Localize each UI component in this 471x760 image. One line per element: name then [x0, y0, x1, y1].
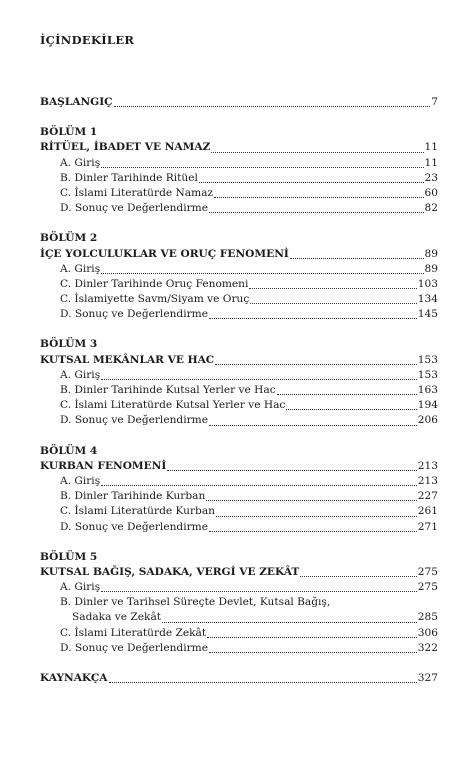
toc-entry-page: 89 [424, 262, 438, 275]
chapter-title-entry[interactable] [40, 353, 438, 368]
chapter-heading: BÖLÜM 2 [40, 232, 98, 245]
toc-entry-label: Sadaka ve Zekât [72, 611, 162, 624]
dot-leader [300, 576, 416, 577]
toc-entry-page: 261 [417, 505, 438, 518]
toc-entry-label: C. Dinler Tarihinde Oruç Fenomeni [60, 277, 249, 290]
chapter-title: KUTSAL MEKÂNLAR VE HAC [40, 353, 215, 366]
toc-entry-references[interactable] [40, 671, 438, 686]
dot-leader [101, 485, 417, 486]
chapter-title: İÇE YOLCULUKLAR VE ORUÇ FENOMENİ [40, 247, 289, 260]
dot-leader [101, 379, 417, 380]
dot-leader [109, 682, 417, 683]
dot-leader [167, 470, 416, 471]
chapter-2 [40, 231, 438, 322]
toc-entry[interactable] [40, 262, 438, 277]
toc-entry-label: B. Dinler Tarihinde Ritüel [60, 171, 198, 184]
toc-entry[interactable] [40, 383, 438, 398]
toc-entry[interactable] [40, 489, 438, 504]
toc-entry-page: 322 [417, 641, 438, 654]
toc-entry[interactable] [40, 368, 438, 383]
toc-entry[interactable] [40, 307, 438, 322]
toc-entry-page: 327 [417, 672, 438, 684]
dot-leader [101, 167, 423, 168]
chapter-heading: BÖLÜM 3 [40, 338, 98, 351]
toc-entry[interactable] [40, 580, 438, 595]
toc-entry-page: 271 [417, 520, 438, 533]
toc-entry-page: 134 [417, 293, 438, 306]
toc-entry[interactable] [40, 292, 438, 307]
toc-title: İÇİNDEKİLER [40, 33, 135, 47]
dot-leader [290, 258, 424, 259]
toc-entry-label: B. Dinler Tarihinde Kurban [60, 490, 206, 503]
toc-entry-page: 11 [424, 141, 438, 154]
toc-entry-page: 194 [417, 399, 438, 412]
toc-entry-label: KAYNAKÇA [40, 672, 108, 684]
dot-leader [286, 409, 416, 410]
toc-entry-label: A. Giriş [60, 368, 101, 381]
chapter-heading: BÖLÜM 1 [40, 126, 98, 139]
toc-entry-label: BAŞLANGIÇ [40, 96, 113, 108]
toc-entry-intro[interactable] [40, 95, 438, 110]
chapter-1 [40, 125, 438, 216]
toc-entry-page: 306 [417, 626, 438, 639]
dot-leader [162, 622, 417, 623]
toc-entry-page: 275 [417, 565, 438, 578]
dot-leader [209, 425, 417, 426]
dot-leader [215, 364, 417, 365]
chapter-title: KUTSAL BAĞIŞ, SADAKA, VERGİ VE ZEKÂT [40, 565, 300, 578]
toc-entry[interactable] [40, 626, 438, 641]
chapter-4 [40, 444, 438, 535]
toc-entry-label: D. Sonuç ve Değerlendirme [60, 308, 208, 321]
chapter-title-entry[interactable] [40, 459, 438, 474]
dot-leader [101, 591, 417, 592]
toc-list [40, 95, 438, 686]
toc-entry[interactable] [40, 277, 438, 292]
toc-entry-page: 11 [424, 156, 438, 169]
toc-entry-page: 145 [417, 308, 438, 321]
dot-leader [209, 652, 417, 653]
toc-entry[interactable] [40, 171, 438, 186]
toc-entry-label-line1: B. Dinler ve Tarihsel Süreçte Devlet, Kutsal Bağış, [60, 596, 331, 609]
chapter-title: RİTÜEL, İBADET VE NAMAZ [40, 141, 211, 154]
chapter-heading: BÖLÜM 5 [40, 550, 98, 563]
chapter-heading: BÖLÜM 4 [40, 444, 98, 457]
chapter-title-entry[interactable] [40, 247, 438, 262]
toc-entry-label: B. Dinler Tarihinde Kutsal Yerler ve Hac [60, 384, 276, 396]
dot-leader [209, 531, 417, 532]
toc-entry-page: 285 [417, 611, 438, 624]
dot-leader [214, 197, 424, 198]
toc-entry-label: A. Giriş [60, 262, 101, 275]
toc-entry[interactable] [40, 610, 438, 625]
toc-entry-label: C. İslami Literatürde Kurban [60, 505, 215, 518]
toc-entry-label: C. İslami Literatürde Namaz [60, 186, 214, 199]
toc-entry-page: 103 [417, 277, 438, 290]
toc-entry-label: D. Sonuç ve Değerlendirme [60, 414, 208, 427]
toc-entry-page: 23 [424, 171, 438, 184]
toc-entry-label: D. Sonuç ve Değerlendirme [60, 520, 208, 533]
toc-entry-label: A. Giriş [60, 581, 101, 594]
toc-entry[interactable] [40, 520, 438, 535]
dot-leader [207, 637, 417, 638]
toc-entry[interactable] [40, 504, 438, 519]
toc-entry-label: C. İslamiyette Savm/Siyam ve Oruç [60, 293, 250, 306]
toc-entry-page: 153 [417, 353, 438, 366]
chapter-title-entry[interactable] [40, 140, 438, 155]
toc-entry-page: 227 [417, 490, 438, 503]
dot-leader [250, 303, 416, 304]
toc-entry-label: C. İslami Literatürde Kutsal Yerler ve Hac [60, 399, 286, 412]
dot-leader [101, 273, 423, 274]
dot-leader [216, 516, 417, 517]
toc-entry[interactable] [40, 398, 438, 413]
dot-leader [206, 500, 417, 501]
toc-entry-label: D. Sonuç ve Değerlendirme [60, 202, 208, 215]
chapter-5 [40, 550, 438, 656]
toc-entry-label: A. Giriş [60, 474, 101, 487]
chapter-3 [40, 337, 438, 428]
toc-entry-label: A. Giriş [60, 156, 101, 169]
toc-entry-label: C. İslami Literatürde Zekât [60, 626, 207, 639]
toc-entry-page: 82 [424, 202, 438, 215]
toc-entry[interactable] [40, 474, 438, 489]
toc-entry-page: 7 [431, 96, 438, 108]
dot-leader [209, 318, 417, 319]
chapter-title: KURBAN FENOMENİ [40, 459, 167, 472]
toc-entry[interactable] [40, 201, 438, 216]
toc-entry[interactable] [40, 186, 438, 201]
toc-entry[interactable] [40, 641, 438, 656]
dot-leader [114, 106, 431, 107]
toc-entry-page: 213 [417, 459, 438, 472]
toc-entry-page: 213 [417, 474, 438, 487]
dot-leader [211, 152, 423, 153]
toc-entry-label: D. Sonuç ve Değerlendirme [60, 641, 208, 654]
toc-entry-page: 275 [417, 581, 438, 594]
chapter-title-entry[interactable] [40, 565, 438, 580]
toc-entry[interactable] [40, 413, 438, 428]
toc-entry-page: 153 [417, 368, 438, 381]
toc-entry-page: 60 [424, 186, 438, 199]
toc-entry-page: 206 [417, 414, 438, 427]
toc-entry[interactable] [40, 156, 438, 171]
dot-leader [199, 182, 424, 183]
dot-leader [277, 394, 417, 395]
dot-leader [249, 288, 416, 289]
toc-entry-page: 89 [424, 247, 438, 260]
toc-entry-page: 163 [417, 384, 438, 396]
dot-leader [209, 212, 424, 213]
